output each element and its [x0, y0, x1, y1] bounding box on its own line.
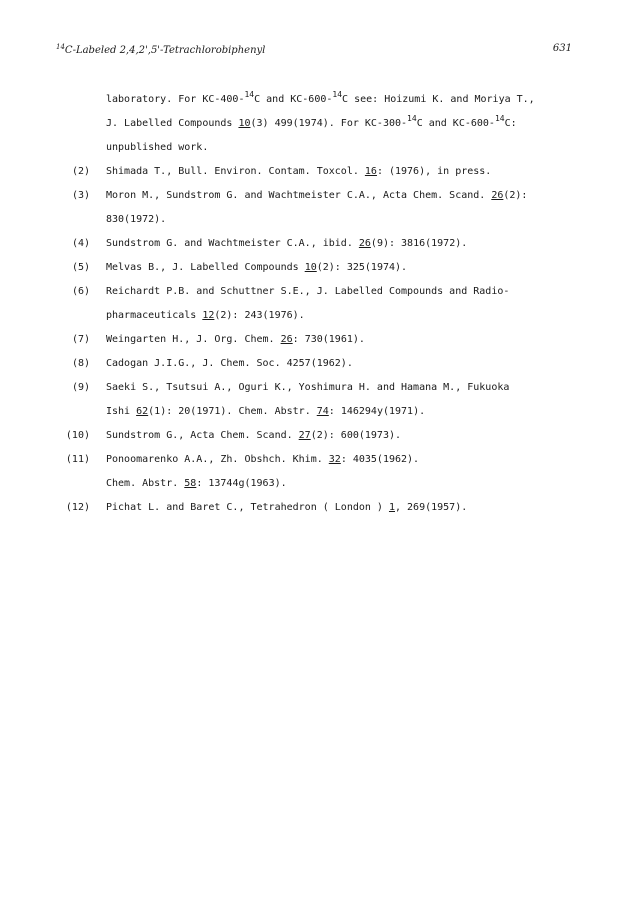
volume-number: 12 [202, 310, 215, 321]
reference-item [0, 232, 624, 256]
citation-text: Pichat L. and Baret C., Tetrahedron ( London ) [106, 502, 389, 513]
reference-line [106, 328, 576, 352]
volume-number: 27 [298, 430, 311, 441]
running-title-text: C-Labeled 2,4,2',5'-Tetrachlorobiphenyl [64, 45, 266, 56]
running-header [56, 43, 572, 59]
volume-number: 32 [328, 454, 341, 465]
reference-line [106, 232, 576, 256]
volume-number: 10 [304, 262, 317, 273]
reference-number: (6) [71, 286, 90, 297]
citation-text: Cadogan J.I.G., J. Chem. Soc. 4257(1962). [106, 358, 353, 369]
citation-text: Reichardt P.B. and Schuttner S.E., J. Labelled Compounds and Radio- [106, 286, 510, 297]
volume-number: 16 [364, 166, 377, 177]
citation-text: Saeki S., Tsutsui A., Oguri K., Yoshimura H. and Hamana M., Fukuoka [106, 382, 510, 393]
citation-text: (9): 3816(1972). [370, 238, 468, 249]
reference-list [0, 88, 624, 520]
reference-number: (8) [71, 358, 90, 369]
citation-text: : 4035(1962). [340, 454, 420, 465]
reference-number: (3) [71, 190, 90, 201]
reference-number: (11) [65, 454, 90, 465]
citation-text: Sundstrom G. and Wachtmeister C.A., ibid. [106, 238, 359, 249]
reference-item [0, 352, 624, 376]
volume-number: 1 [388, 502, 395, 513]
reference-number: (7) [71, 334, 90, 345]
reference-text [106, 256, 576, 280]
reference-item [0, 448, 624, 496]
reference-line [106, 136, 576, 160]
reference-line [106, 472, 576, 496]
reference-item [0, 424, 624, 448]
reference-line [106, 496, 576, 520]
citation-text: C see: Hoizumi K. and Moriya T., [342, 94, 535, 105]
citation-text: Ishi [106, 406, 137, 417]
reference-item [0, 280, 624, 328]
reference-line [106, 424, 576, 448]
reference-number: (12) [65, 502, 90, 513]
reference-line [106, 208, 576, 232]
reference-item [0, 328, 624, 352]
citation-text: C and KC-600- [254, 94, 333, 105]
citation-text: (1): 20(1971). Chem. Abstr. [148, 406, 317, 417]
citation-text: unpublished work. [106, 142, 209, 153]
volume-number: 10 [238, 118, 251, 129]
citation-text: 830(1972). [106, 214, 167, 225]
page-number: 631 [552, 43, 572, 54]
citation-text: J. Labelled Compounds [106, 118, 239, 129]
running-title-superscript: 14 [56, 43, 65, 51]
reference-text [106, 184, 576, 232]
volume-number: 26 [280, 334, 293, 345]
reference-item [0, 184, 624, 232]
reference-text [106, 376, 576, 424]
reference-line [106, 280, 576, 304]
citation-text: Weingarten H., J. Org. Chem. [106, 334, 281, 345]
reference-text [106, 280, 576, 328]
reference-line [106, 400, 576, 424]
citation-text: : 13744g(1963). [196, 478, 287, 489]
isotope-superscript: 14 [332, 90, 343, 99]
citation-text: (2): 600(1973). [310, 430, 402, 441]
reference-number: (9) [71, 382, 90, 393]
citation-text: (2): [503, 190, 528, 201]
reference-item [0, 160, 624, 184]
volume-number: 26 [358, 238, 371, 249]
reference-text [106, 496, 576, 520]
reference-line [106, 184, 576, 208]
citation-text: , 269(1957). [395, 502, 468, 513]
citation-text: : 730(1961). [292, 334, 365, 345]
reference-text [106, 352, 576, 376]
reference-text [106, 328, 576, 352]
citation-text: (3) 499(1974). For KC-300- [250, 118, 408, 129]
reference-number: (5) [71, 262, 90, 273]
citation-text: : (1976), in press. [376, 166, 492, 177]
isotope-superscript: 14 [407, 114, 417, 123]
citation-text: Melvas B., J. Labelled Compounds [106, 262, 305, 273]
citation-text: C: [504, 118, 517, 129]
reference-item [0, 376, 624, 424]
running-title [56, 43, 265, 56]
reference-item [0, 88, 624, 160]
reference-text [106, 424, 576, 448]
reference-line [106, 448, 576, 472]
citation-text: Chem. Abstr. [106, 478, 185, 489]
citation-text: Shimada T., Bull. Environ. Contam. Toxcol. [106, 166, 365, 177]
reference-line [106, 304, 576, 328]
citation-text: Moron M., Sundstrom G. and Wachtmeister C.A., Acta Chem. Scand. [106, 190, 492, 201]
volume-number: 26 [491, 190, 504, 201]
isotope-superscript: 14 [494, 114, 505, 123]
reference-number: (4) [71, 238, 90, 249]
citation-text: : 146294y(1971). [328, 406, 426, 417]
reference-line [106, 376, 576, 400]
reference-line [106, 352, 576, 376]
citation-text: C and KC-600- [416, 118, 495, 129]
citation-text: laboratory. For KC-400- [106, 94, 245, 105]
reference-line [106, 256, 576, 280]
reference-line [106, 88, 576, 112]
reference-text [106, 160, 576, 184]
reference-text [106, 88, 576, 160]
reference-line [106, 112, 576, 136]
reference-line [106, 160, 576, 184]
reference-number: (2) [71, 166, 90, 177]
volume-number: 62 [136, 406, 149, 417]
reference-item [0, 256, 624, 280]
reference-item [0, 496, 624, 520]
reference-text [106, 448, 576, 496]
citation-text: (2): 325(1974). [316, 262, 408, 273]
reference-number: (10) [65, 430, 90, 441]
volume-number: 58 [184, 478, 197, 489]
citation-text: Ponoomarenko A.A., Zh. Obshch. Khim. [106, 454, 329, 465]
volume-number: 74 [316, 406, 329, 417]
citation-text: (2): 243(1976). [214, 310, 305, 321]
citation-text: Sundstrom G., Acta Chem. Scand. [106, 430, 299, 441]
isotope-superscript: 14 [244, 90, 255, 99]
reference-text [106, 232, 576, 256]
citation-text: pharmaceuticals [106, 310, 203, 321]
